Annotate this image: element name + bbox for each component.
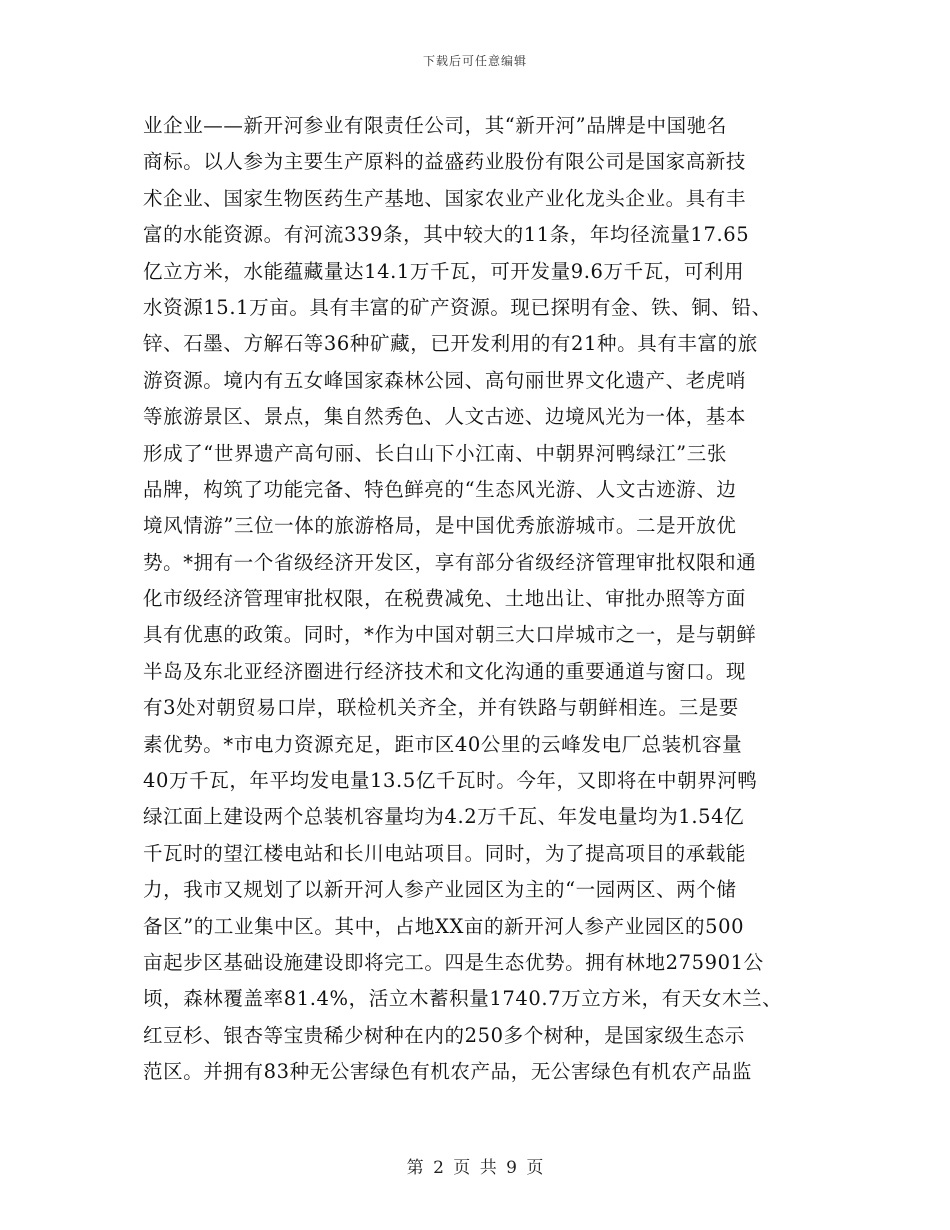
text-line: 备区”的工业集中区。其中，占地XX亩的新开河人参产业园区的500 xyxy=(143,914,745,938)
text-line: 亩起步区基础设施建设即将完工。四是生态优势。拥有林地275901公 xyxy=(143,950,764,974)
page-number-footer: 第 2 页 共 9 页 xyxy=(406,1158,544,1178)
text-line: 势。*拥有一个省级经济开发区，享有部分省级经济管理审批权限和通 xyxy=(143,550,757,574)
text-line: 水资源15.1万亩。具有丰富的矿产资源。现已探明有金、铁、铜、铅、 xyxy=(143,295,772,319)
text-line: 品牌，构筑了功能完备、特色鲜亮的“生态风光游、人文古迹游、边 xyxy=(143,477,737,501)
text-line: 境风情游”三位一体的旅游格局，是中国优秀旅游城市。二是开放优 xyxy=(143,514,737,538)
text-line: 半岛及东北亚经济圈进行经济技术和文化沟通的重要通道与窗口。现 xyxy=(143,659,747,683)
text-line: 术企业、国家生物医药生产基地、国家农业产业化龙头企业。具有丰 xyxy=(143,186,747,210)
text-line: 顷，森林覆盖率81.4%，活立木蓄积量1740.7万立方米，有天女木兰、 xyxy=(143,987,783,1011)
text-line: 商标。以人参为主要生产原料的益盛药业股份有限公司是国家高新技 xyxy=(143,150,747,174)
text-line: 范区。并拥有83种无公害绿色有机农产品，无公害绿色有机农产品监 xyxy=(143,1060,752,1084)
text-line: 锌、石墨、方解石等36种矿藏，已开发利用的有21种。具有丰富的旅 xyxy=(143,332,758,356)
text-line: 千瓦时的望江楼电站和长川电站项目。同时，为了提高项目的承载能 xyxy=(143,841,747,865)
text-line: 游资源。境内有五女峰国家森林公园、高句丽世界文化遗产、老虎哨 xyxy=(143,368,747,392)
text-line: 亿立方米，水能蕴藏量达14.1万千瓦，可开发量9.6万千瓦，可利用 xyxy=(143,259,745,283)
text-line: 有3处对朝贸易口岸，联检机关齐全，并有铁路与朝鲜相连。三是要 xyxy=(143,696,739,720)
text-line: 富的水能资源。有河流339条，其中较大的11条，年均径流量17.65 xyxy=(143,223,750,247)
page-header: 下载后可任意编辑 xyxy=(422,54,527,68)
text-line: 素优势。*市电力资源充足，距市区40公里的云峰发电厂总装机容量 xyxy=(143,732,743,756)
body-text xyxy=(143,108,823,1091)
text-line: 红豆杉、银杏等宝贵稀少树种在内的250多个树种，是国家级生态示 xyxy=(143,1023,745,1047)
text-line: 形成了“世界遗产高句丽、长白山下小江南、中朝界河鸭绿江”三张 xyxy=(143,441,727,465)
text-line: 业企业——新开河参业有限责任公司，其“新开河”品牌是中国驰名 xyxy=(143,114,727,137)
text-line: 力，我市又规划了以新开河人参产业园区为主的“一园两区、两个储 xyxy=(143,878,737,902)
text-line: 绿江面上建设两个总装机容量均为4.2万千瓦、年发电量均为1.54亿 xyxy=(143,805,745,829)
text-line: 化市级经济管理审批权限，在税费减免、土地出让、审批办照等方面 xyxy=(143,587,747,611)
text-line: 等旅游景区、景点，集自然秀色、人文古迹、边境风光为一体，基本 xyxy=(143,405,747,429)
text-line: 40万千瓦，年平均发电量13.5亿千瓦时。今年，又即将在中朝界河鸭 xyxy=(143,769,758,793)
text-line: 具有优惠的政策。同时，*作为中国对朝三大口岸城市之一，是与朝鲜 xyxy=(143,623,757,647)
